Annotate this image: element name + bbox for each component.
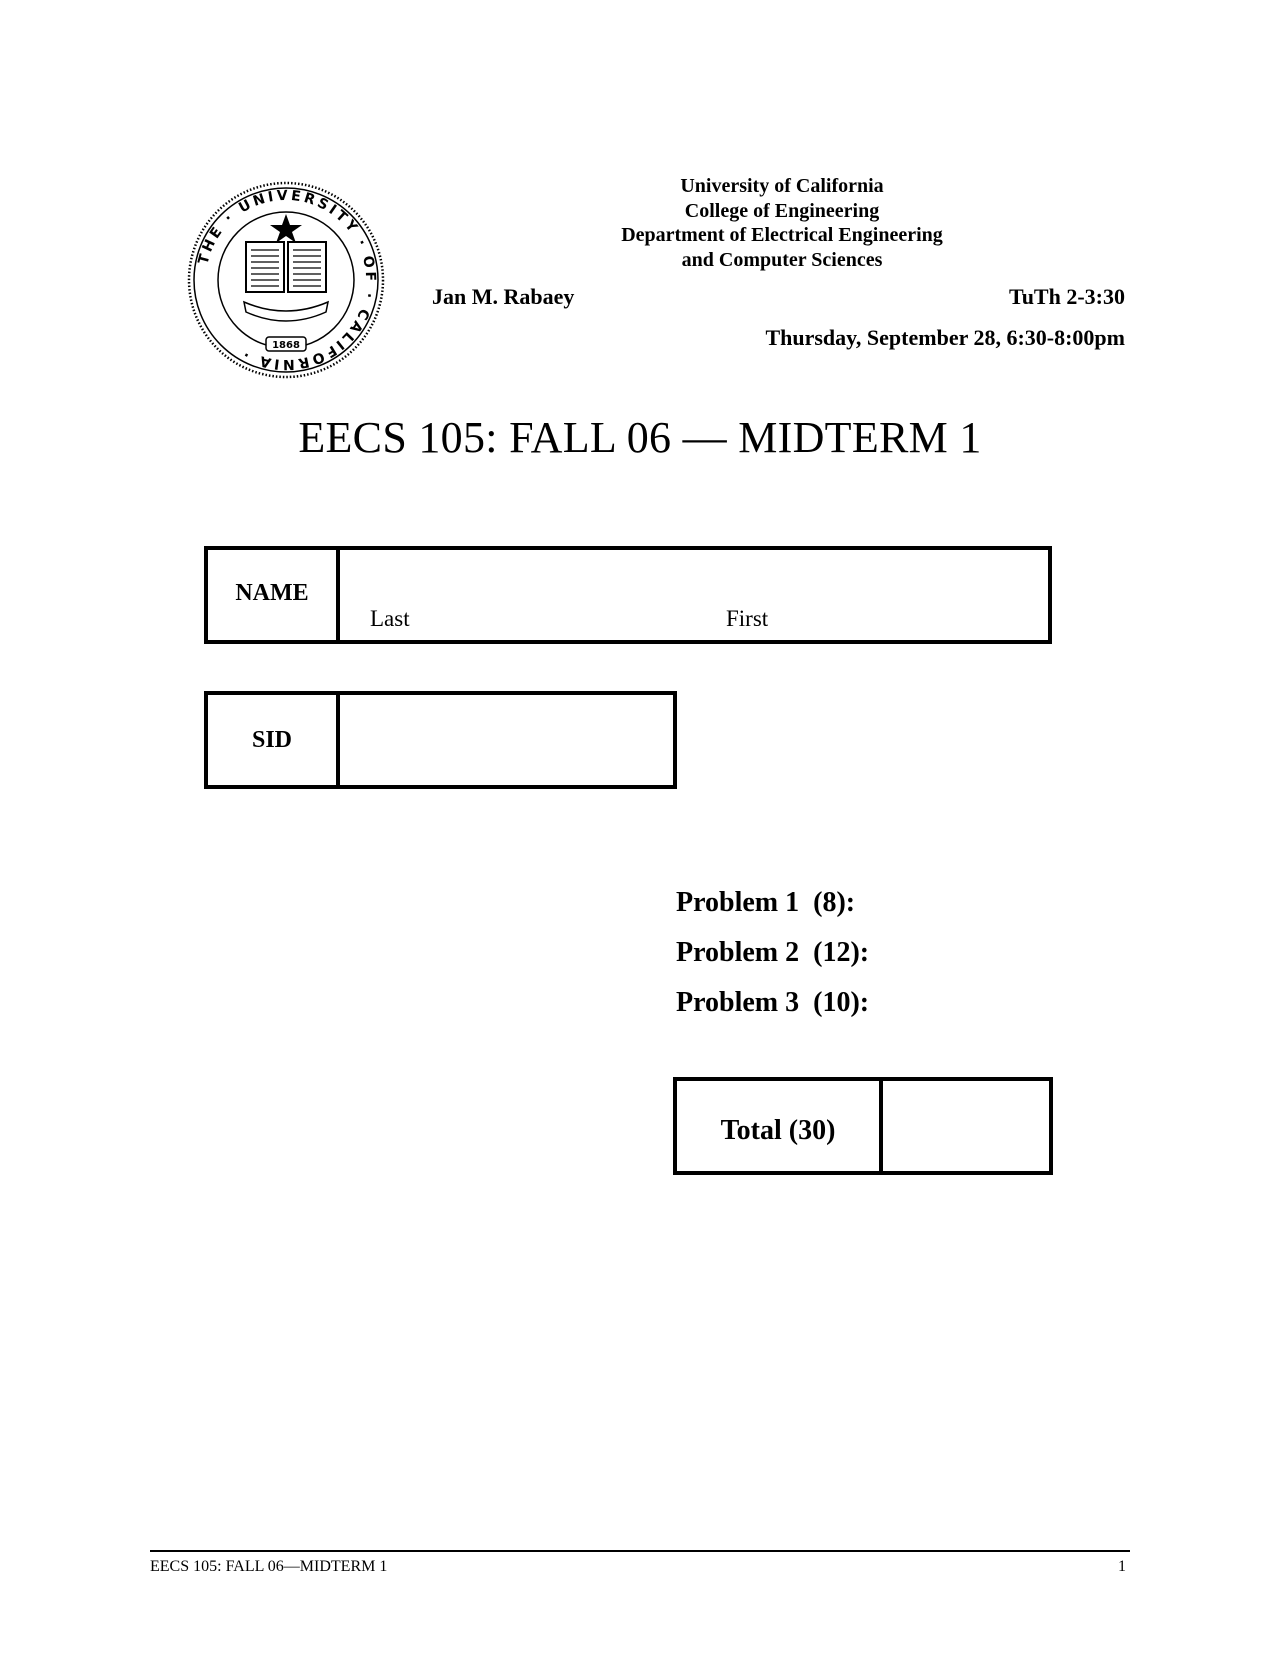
institution-line: University of California bbox=[680, 175, 884, 197]
svg-text:THE · UNIVERSITY · OF · CALIFO: THE · UNIVERSITY · OF · CALIFORNIA · bbox=[195, 187, 379, 373]
instructor-name: Jan M. Rabaey bbox=[432, 284, 575, 309]
total-score-box[interactable] bbox=[673, 1077, 1053, 1175]
sid-label: SID bbox=[251, 727, 293, 753]
class-schedule: TuTh 2-3:30 bbox=[1009, 284, 1125, 309]
total-box-divider bbox=[879, 1081, 883, 1171]
name-field-box[interactable] bbox=[204, 546, 1052, 644]
sid-field-box[interactable] bbox=[204, 691, 677, 789]
problem-score-line: Problem 3 (10): bbox=[676, 987, 870, 1018]
problem-score-line: Problem 1 (8): bbox=[676, 887, 856, 918]
last-name-label: Last bbox=[370, 606, 410, 631]
name-label: NAME bbox=[235, 580, 309, 606]
exam-datetime: Thursday, September 28, 6:30-8:00pm bbox=[765, 325, 1125, 350]
page-number: 1 bbox=[1118, 1558, 1126, 1575]
institution-line: Department of Electrical Engineering bbox=[621, 224, 943, 246]
institution-line: College of Engineering bbox=[684, 199, 880, 222]
total-label: Total (30) bbox=[720, 1115, 836, 1146]
institution-line: and Computer Sciences bbox=[681, 248, 883, 271]
sid-box-divider bbox=[336, 695, 340, 785]
name-box-divider bbox=[336, 550, 340, 640]
svg-text:1868: 1868 bbox=[272, 340, 300, 351]
first-name-label: First bbox=[726, 606, 769, 631]
university-seal-icon bbox=[186, 180, 386, 380]
footer-title: EECS 105: FALL 06—MIDTERM 1 bbox=[150, 1558, 388, 1575]
exam-title: EECS 105: FALL 06 — MIDTERM 1 bbox=[298, 413, 982, 462]
footer-rule bbox=[150, 1550, 1130, 1552]
institution-block bbox=[577, 174, 987, 272]
problem-score-line: Problem 2 (12): bbox=[676, 937, 870, 968]
